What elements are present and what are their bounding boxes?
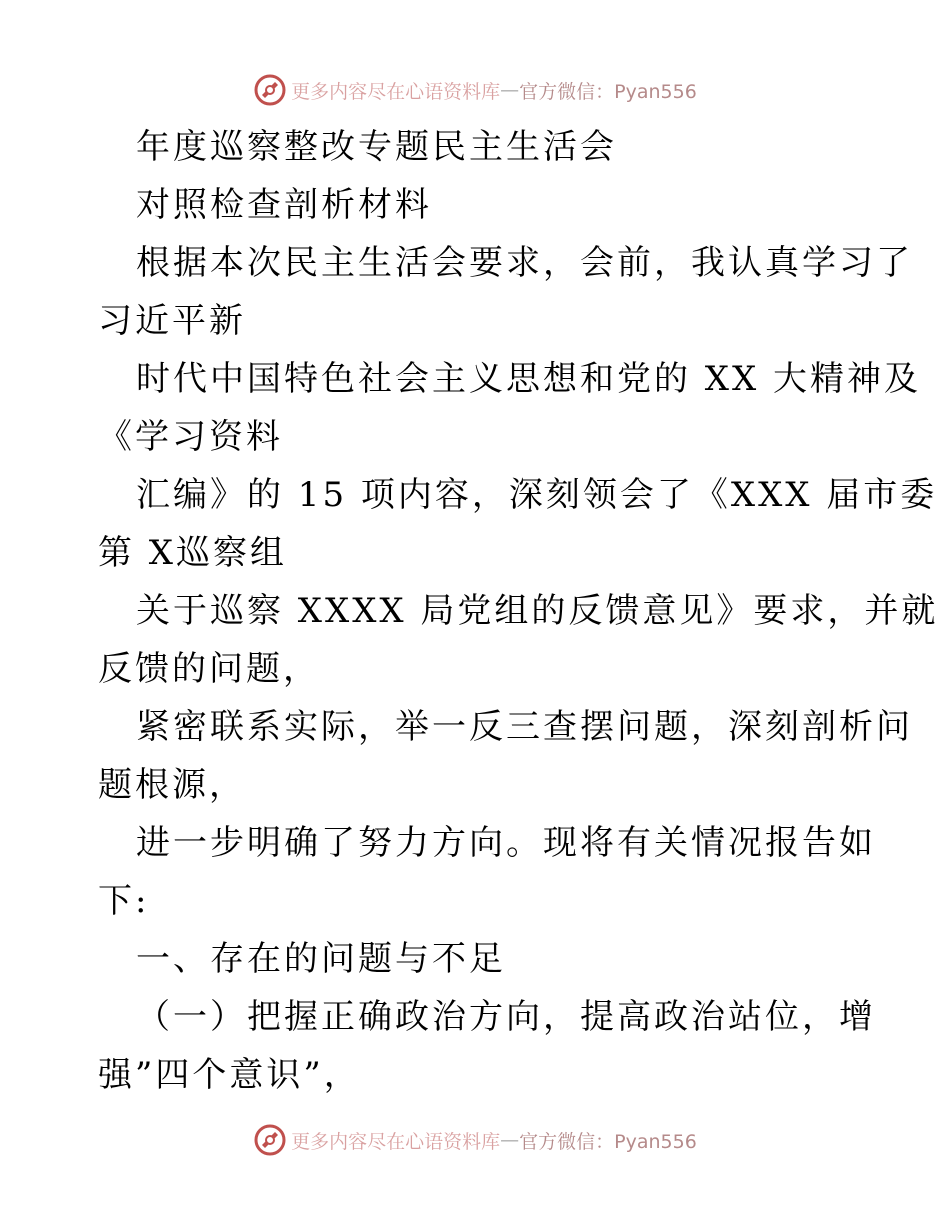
doc-line: 《学习资料 <box>98 417 283 457</box>
doc-line: 关于巡察 XXXX 局党组的反馈意见》要求，并就 <box>136 591 939 631</box>
doc-subtitle: 对照检查剖析材料 <box>136 185 432 225</box>
header-separator: — <box>500 79 520 101</box>
doc-line: 进一步明确了努力方向。现将有关情况报告如 <box>136 823 876 863</box>
logo-icon <box>253 73 287 107</box>
doc-line: 题根源， <box>98 765 246 805</box>
header-banner <box>0 70 950 110</box>
doc-line: 紧密联系实际，举一反三查摆问题，深刻剖析问 <box>136 707 913 747</box>
doc-title: 年度巡察整改专题民主生活会 <box>136 127 617 167</box>
footer-banner <box>0 1120 950 1160</box>
footer-contact: 官方微信：Pyan556 <box>519 1130 697 1153</box>
footer-separator: — <box>500 1129 520 1151</box>
doc-line: 汇编》的 15 项内容，深刻领会了《XXX 届市委 <box>136 475 938 515</box>
doc-line: 第 X巡察组 <box>98 533 288 573</box>
doc-line: 反馈的问题， <box>98 649 320 689</box>
document-body <box>98 118 939 1104</box>
doc-line: 下: <box>98 881 150 921</box>
doc-line: 习近平新 <box>98 301 246 341</box>
doc-line: 时代中国特色社会主义思想和党的 XX 大精神及 <box>136 359 922 399</box>
section-heading: 一、存在的问题与不足 <box>136 939 506 979</box>
header-promo-text: 更多内容尽在心语资料库 <box>291 80 501 103</box>
subsection-heading: （一）把握正确政治方向，提高政治站位，增 <box>136 997 876 1037</box>
header-contact: 官方微信：Pyan556 <box>519 80 697 103</box>
footer-promo-text: 更多内容尽在心语资料库 <box>291 1130 501 1153</box>
doc-line: 根据本次民主生活会要求，会前，我认真学习了 <box>136 243 913 283</box>
doc-line: 强”四个意识”， <box>98 1055 361 1095</box>
logo-icon <box>253 1123 287 1157</box>
